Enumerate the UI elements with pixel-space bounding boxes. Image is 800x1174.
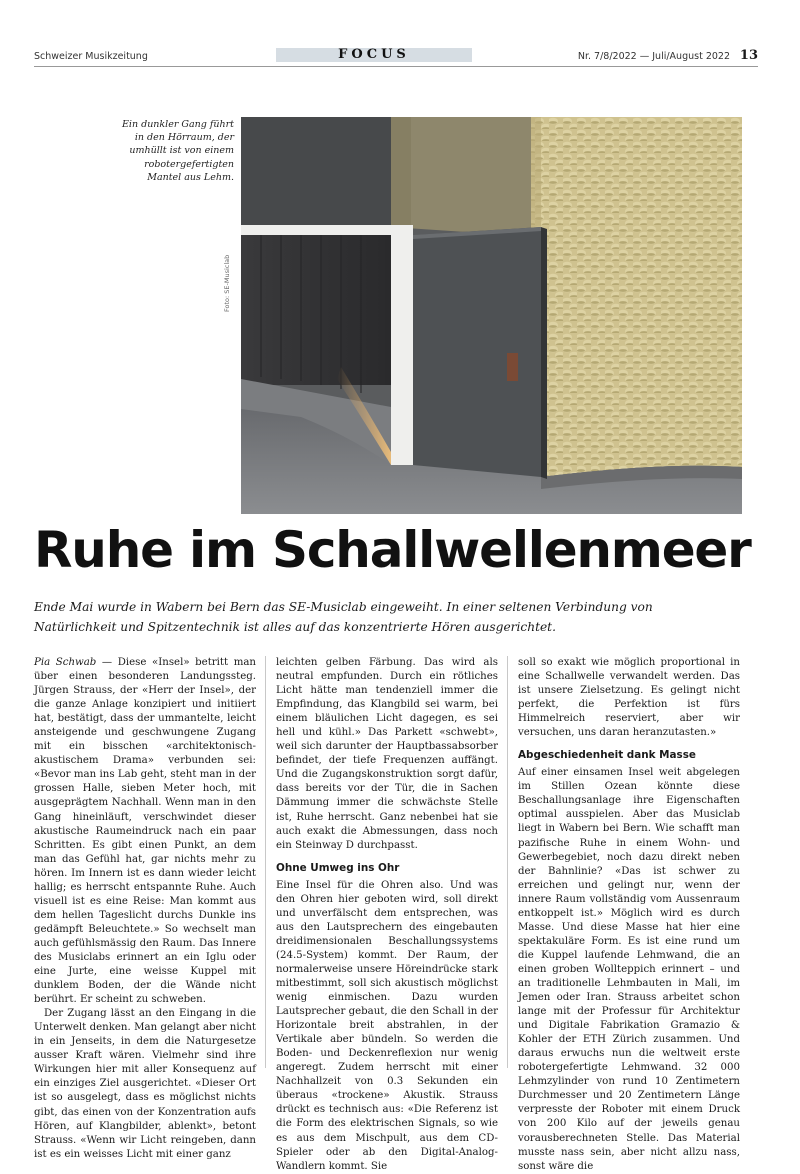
- text-column-3: [518, 656, 740, 1174]
- paragraph: leichten gelben Färbung. Das wird als neutral empfunden. Durch ein rötliches Licht hätte man tendenziell immer die Empfindung, das Klangbild sei warm, bei einem bläulichen Licht dagegen, es sei hell und kühl.» Das Parkett «schwebt», weil sich darunter der Hauptbassabsorber befindet, der tiefe Frequenzen auffängt. Und die Zugangskonstruktion sorgt dafür, dass bereits vor der Tür, die in Sachen Dämmung immer die schwächste Stelle ist, Ruhe herrscht. Ganz nebenbei hat sie auch exakt die Abmessungen, dass noch ein Steinway D durchpasst.: [276, 657, 498, 851]
- paragraph: Der Zugang lässt an den Eingang in die Unterwelt denken. Man gelangt aber nicht in ein Jenseits, in dem die Naturgesetze ausser Kraft wären. Vielmehr sind ihre Wirkungen hier mit aller Konsequenz auf ein einziges Ziel ausgerichtet. «Dieser Ort ist so ausgelegt, dass es möglichst nichts gibt, das einen von der Konzentration aufs Hören, auf Klangbilder, ablenkt», betont Strauss. «Wenn wir Licht reingeben, dann ist es ein weisses Licht mit einer ganz: [34, 1008, 256, 1160]
- text-column-2: [276, 656, 498, 1174]
- subheading: Ohne Umweg ins Ohr: [276, 861, 400, 874]
- paragraph: Eine Insel für die Ohren also. Und was den Ohren hier geboten wird, soll direkt und unverfälscht dem entsprechen, was aus den Lautsprechern des eingebauten dreidimensionalen Beschallungssystems (24.5-System) kommt. Der Raum, der normalerweise unsere Höreindrücke stark mitbestimmt, soll sich akustisch möglichst wenig einmischen. Dazu wurden Lautsprecher gebaut, die den Schall in der Horizontale breit abstrahlen, in der Vertikale aber bündeln. So werden die Boden- und Deckenreflexion nur wenig angeregt. Zudem herrscht mit einer Nachhallzeit von 0.3 Sekunden ein überaus «trockene» Akustik. Strauss drückt es technisch aus: «Die Referenz ist die Form des elektrischen Signals, so wie es aus dem Mischpult, aus dem CD-Spieler oder ab den Digital-Analog-Wandlern kommt. Sie: [276, 879, 498, 1172]
- paragraph: [34, 656, 256, 1007]
- paragraph: soll so exakt wie möglich proportional in eine Schallwelle verwandelt werden. Das ist unsere Zielsetzung. Es gelingt nicht perfekt, die Perfektion ist fürs Himmelreich reserviert, aber wir versuchen, uns daran heranzutasten.»: [518, 657, 740, 739]
- publication-name: Schweizer Musikzeitung: [34, 51, 148, 62]
- article-headline: Ruhe im Schallwellenmeer: [34, 521, 751, 579]
- subheading: Abgeschiedenheit dank Masse: [518, 749, 696, 762]
- photo-credit: Foto: SE-Musiclab: [223, 254, 231, 312]
- issue-info: Nr. 7/8/2022 — Juli/August 2022: [577, 51, 730, 62]
- article-photo: [241, 117, 742, 514]
- author-name: Pia Schwab: [34, 657, 97, 668]
- section-label: FOCUS: [276, 48, 472, 62]
- text-column-1: [34, 656, 256, 1162]
- paragraph-text: — Diese «Insel» betritt man über einen besonderen Landungssteg. Jürgen Strauss, der «Herr der Insel», der die ganze Anlage konzipiert und initiiert hat, bestätigt, dass der ummantelte, leicht ansteigende und geschwungene Zugang mit ein bisschen «architektonisch-akustischem Drama» verbunden sei: «Bevor man ins Lab geht, steht man in der grossen Halle, sieben Meter hoch, mit ausgeprägtem Nachhall. Wenn man in den Gang hineinläuft, verschwindet dieser akustische Raumeindruck nach ein paar Schritten. Es gibt einen Punkt, an dem man das Gefühl hat, gar nichts mehr zu hören. Im Innern ist es dann wieder leicht hallig; es herrscht entspannte Ruhe. Auch visuell ist es eine Reise: Man kommt aus dem hellen Tageslicht durchs Dunkle ins gedämpft Beleuchtete.» So wechselt man auch gefühlsmässig den Raum. Das Innere des Musiclabs erinnert an ein Iglu oder eine Jurte, eine weisse Kuppel mit dunklem Boden, der die Wände nicht berührt. Er scheint zu schweben.: [34, 657, 256, 1006]
- header-rule: [34, 66, 758, 67]
- page-header: [34, 48, 758, 68]
- photo-caption: Ein dunkler Gang führt in den Hörraum, der umhüllt ist von einem robotergefertigten Mantel aus Lehm.: [122, 119, 234, 183]
- paragraph: Auf einer einsamen Insel weit abgelegen im Stillen Ozean könnte diese Beschallungsanlage ihre Eigenschaften optimal ausspielen. Aber das Musiclab liegt in Wabern bei Bern. Wie schafft man pazifische Ruhe in einem Wohn- und Gewerbegebiet, noch dazu direkt neben der Bahnlinie? «Das ist schwer zu erreichen und gelingt nur, wenn der innere Raum vollständig vom Aussenraum entkoppelt ist.» Möglich wird es durch Masse. Und diese Masse hat hier eine spektakuläre Form. Es ist eine rund um die Kuppel laufende Lehmwand, die an einen groben Wollteppich erinnert – und an traditionelle Lehmbauten in Mali, im Jemen oder Iran. Strauss arbeitet schon lange mit der Professur für Architektur und Digitale Fabrikation Gramazio & Kohler der ETH Zürich zusammen. Und daraus erwuchs nun die weltweit erste robotergefertigte Lehmwand. 32 000 Lehmzylinder von rund 10 Zentimetern Durchmesser und 20 Zentimetern Länge verpresste der Roboter mit einem Druck von 200 Kilo auf der jeweils genau vorausberechneten Stelle. Das Material musste nass sein, aber nicht allzu nass, sonst wäre die: [518, 767, 740, 1172]
- column-divider: [507, 656, 508, 1068]
- article-lead: Ende Mai wurde in Wabern bei Bern das SE-Musiclab eingeweiht. In einer seltenen Verbindung von Natürlichkeit und Spitzentechnik ist alles auf das konzentrierte Hören ausgerichtet.: [34, 600, 653, 634]
- column-divider: [265, 656, 266, 1068]
- page-number: 13: [739, 48, 758, 63]
